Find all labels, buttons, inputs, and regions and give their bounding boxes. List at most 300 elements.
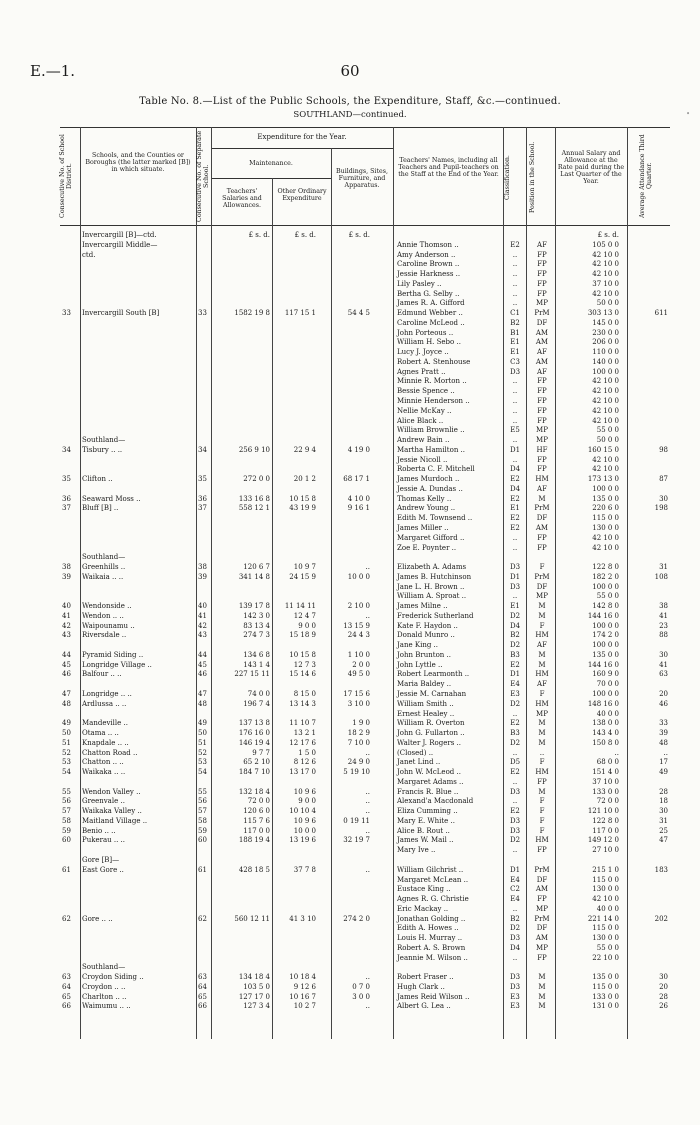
header-teachers: Teachers' Names, including all Teachers and Pupil-teachers on the Staff at the End of the Year. [398, 157, 499, 179]
position: FP [537, 416, 547, 425]
teacher-name: James R. A. Gifford [397, 299, 465, 308]
table-row [0, 514, 700, 524]
position: DF [536, 514, 548, 523]
annual-salary: 42 10 0 [592, 543, 619, 552]
school-name: Wendon Valley .. [82, 787, 141, 796]
position: FP [537, 279, 547, 288]
teacher-name: (Closed) .. [397, 748, 434, 757]
position: FP [537, 455, 547, 464]
classification: E2 [510, 768, 520, 777]
classification: .. [512, 436, 518, 445]
annual-salary: 151 4 0 [592, 768, 619, 777]
attendance: 23 [659, 621, 668, 630]
school-name: Wendonside .. [82, 602, 132, 611]
school-name: Longridge Village .. [82, 660, 152, 669]
table-row [0, 338, 700, 348]
classification: D3 [509, 982, 521, 991]
annual-salary: 206 0 0 [592, 338, 619, 347]
attendance: 39 [659, 729, 668, 738]
table-row [0, 651, 700, 661]
teacher-name: Mary E. White .. [397, 816, 455, 825]
teacher-name: Jessie M. Carnahan [397, 689, 467, 698]
separate-no: 59 [198, 826, 207, 835]
buildings: 3 0 0 [352, 992, 370, 1001]
teacher-name: Hugh Clark .. [397, 982, 445, 991]
separate-no: 64 [198, 982, 207, 991]
buildings: .. [365, 787, 370, 796]
teacher-name: Margaret Adams .. [397, 777, 464, 786]
annual-salary: 37 10 0 [592, 279, 619, 288]
salaries: 133 16 8 [238, 494, 270, 503]
attendance: 38 [659, 602, 668, 611]
other-expenditure: 15 18 9 [289, 631, 316, 640]
teacher-name: Albert G. Lea .. [397, 1002, 451, 1011]
classification: E2 [510, 719, 520, 728]
table-row [0, 504, 700, 514]
position: PrM [534, 914, 550, 923]
teacher-name: William Smith .. [397, 699, 454, 708]
teacher-name: Elizabeth A. Adams [397, 563, 467, 572]
position: M [538, 650, 546, 659]
position: MP [536, 592, 548, 601]
table-row [0, 358, 700, 368]
salaries: 227 15 11 [234, 670, 270, 679]
table-row [0, 846, 700, 856]
teacher-name: Nellie McKay .. [397, 406, 452, 415]
classification: .. [512, 904, 518, 913]
annual-salary: 40 0 0 [596, 709, 619, 718]
classification: .. [512, 397, 518, 406]
annual-salary: 70 0 0 [596, 680, 619, 689]
table-subtitle: SOUTHLAND—continued. [293, 110, 407, 120]
district-no: 50 [62, 729, 71, 738]
position: HM [535, 768, 549, 777]
attendance: 49 [659, 768, 668, 777]
buildings: 2 0 0 [352, 660, 370, 669]
district-no: 51 [62, 738, 71, 747]
separate-no: 56 [198, 797, 207, 806]
annual-salary: 144 16 0 [587, 660, 619, 669]
annual-salary: 100 0 0 [592, 582, 619, 591]
salaries: 117 0 0 [243, 826, 270, 835]
annual-salary: 144 16 0 [587, 611, 619, 620]
classification: D3 [509, 563, 521, 572]
table-row [0, 1002, 700, 1012]
teacher-name: John Lyttle .. [397, 660, 443, 669]
table-row [0, 573, 700, 583]
table-row [0, 993, 700, 1003]
classification: .. [512, 250, 518, 259]
table-row [0, 387, 700, 397]
other-expenditure: 10 18 4 [289, 973, 316, 982]
annual-salary: 42 10 0 [592, 260, 619, 269]
classification: D2 [509, 699, 521, 708]
classification: E2 [510, 240, 520, 249]
table-row [0, 856, 700, 866]
table-row [0, 260, 700, 270]
position: FP [537, 533, 547, 542]
header-buildings: Buildings, Sites, Furniture, and Apparatus. [336, 168, 388, 190]
salaries: 120 6 0 [243, 807, 270, 816]
buildings: 1 9 0 [352, 719, 370, 728]
position: AF [537, 484, 547, 493]
other-expenditure: 10 9 6 [293, 787, 316, 796]
annual-salary: 115 0 0 [592, 982, 619, 991]
position: PrM [534, 572, 550, 581]
maintenance-rule [211, 178, 331, 179]
position: HM [535, 475, 549, 484]
buildings: 49 5 0 [347, 670, 370, 679]
annual-salary: 138 0 0 [592, 719, 619, 728]
classification: .. [512, 260, 518, 269]
other-expenditure: 12 17 6 [289, 738, 316, 747]
table-row [0, 397, 700, 407]
school-name: Waimumu .. .. [82, 1002, 131, 1011]
annual-salary: 55 0 0 [596, 943, 619, 952]
other-expenditure: 10 16 7 [289, 992, 316, 1001]
teacher-name: Margaret McLean .. [397, 875, 469, 884]
teacher-name: Margaret Gifford .. [397, 533, 465, 542]
attendance: 28 [659, 992, 668, 1001]
classification: .. [512, 592, 518, 601]
table-row [0, 475, 700, 485]
annual-salary: 215 1 0 [592, 865, 619, 874]
annual-salary: 230 0 0 [592, 328, 619, 337]
position: FP [537, 270, 547, 279]
attendance: 611 [654, 309, 668, 318]
teacher-name: Alice B. Rout .. [397, 826, 450, 835]
attendance: 31 [659, 816, 668, 825]
annual-salary: 117 0 0 [592, 826, 619, 835]
position: HM [535, 699, 549, 708]
teacher-name: Lucy J. Joyce .. [397, 348, 449, 357]
district-no: 40 [62, 602, 71, 611]
separate-no: 40 [198, 602, 207, 611]
classification: D3 [509, 816, 521, 825]
annual-salary: 100 0 0 [592, 621, 619, 630]
district-no: 49 [62, 719, 71, 728]
table-row [0, 592, 700, 602]
buildings: 17 15 6 [343, 689, 370, 698]
other-expenditure: 9 0 0 [298, 621, 316, 630]
classification: B3 [510, 650, 520, 659]
position: PrM [534, 865, 550, 874]
annual-salary: 42 10 0 [592, 289, 619, 298]
separate-no: 54 [198, 768, 207, 777]
attendance: 20 [659, 689, 668, 698]
teacher-name: Jeannie M. Wilson .. [397, 953, 468, 962]
annual-salary: 133 0 0 [592, 787, 619, 796]
table-row [0, 485, 700, 495]
table-row [0, 553, 700, 563]
teacher-name: Bessie Spence .. [397, 387, 455, 396]
buildings: 32 19 7 [343, 836, 370, 845]
position: M [538, 494, 546, 503]
table-body [0, 231, 700, 1012]
salaries: 272 0 0 [243, 475, 270, 484]
teacher-name: Edith M. Townsend .. [397, 514, 473, 523]
buildings: 4 19 0 [347, 445, 370, 454]
salaries: 120 6 7 [243, 563, 270, 572]
salaries: 143 1 4 [243, 660, 270, 669]
annual-salary: 220 6 0 [592, 504, 619, 513]
classification: E1 [510, 348, 520, 357]
separate-no: 58 [198, 816, 207, 825]
separate-no: 34 [198, 445, 207, 454]
classification: E4 [510, 895, 520, 904]
other-expenditure: 10 0 0 [293, 826, 316, 835]
position: M [538, 787, 546, 796]
other-expenditure: 41 3 10 [289, 914, 316, 923]
position: M [538, 611, 546, 620]
school-name: Waikaia .. .. [82, 572, 124, 581]
position: MP [536, 709, 548, 718]
salaries: 196 7 4 [243, 699, 270, 708]
district-no: 43 [62, 631, 71, 640]
position: F [539, 797, 545, 806]
expenditure-rule [211, 148, 393, 149]
separate-no: 53 [198, 758, 207, 767]
table-row [0, 944, 700, 954]
annual-salary: 221 14 0 [587, 914, 619, 923]
buildings: .. [365, 797, 370, 806]
table-row [0, 954, 700, 964]
salaries: 134 18 4 [238, 973, 270, 982]
teacher-name: William A. Sproat .. [397, 592, 467, 601]
teacher-name: Robert Learmonth .. [397, 670, 470, 679]
table-row [0, 915, 700, 925]
teacher-name: William Gilchrist .. [397, 865, 464, 874]
classification: D3 [509, 934, 521, 943]
position: AF [537, 367, 547, 376]
separate-no: 44 [198, 650, 207, 659]
classification: E2 [510, 475, 520, 484]
classification: D4 [509, 465, 521, 474]
separate-no: 49 [198, 719, 207, 728]
teacher-name: Robert A. S. Brown [397, 943, 466, 952]
other-expenditure: 10 10 4 [289, 807, 316, 816]
annual-salary: 42 10 0 [592, 895, 619, 904]
table-row [0, 417, 700, 427]
table-row [0, 876, 700, 886]
position: DF [536, 875, 548, 884]
classification: .. [512, 543, 518, 552]
other-expenditure: 12 4 7 [293, 611, 316, 620]
teacher-name: James B. Hutchinson [397, 572, 472, 581]
separate-no: 48 [198, 699, 207, 708]
teacher-name: William R. Overton [397, 719, 465, 728]
salaries: 65 2 10 [243, 758, 270, 767]
teacher-name: James Milne .. [397, 602, 448, 611]
annual-salary: 42 10 0 [592, 465, 619, 474]
header-attendance: Average Attendance Third Quarter. [639, 134, 653, 218]
position: F [539, 689, 545, 698]
classification: E3 [510, 992, 520, 1001]
position: M [538, 982, 546, 991]
classification: D3 [509, 582, 521, 591]
table-row [0, 661, 700, 671]
table-row [0, 348, 700, 358]
district-no: 34 [62, 445, 71, 454]
position: FP [537, 387, 547, 396]
annual-salary: 148 16 0 [587, 699, 619, 708]
other-expenditure: 10 15 8 [289, 650, 316, 659]
annual-salary: 115 0 0 [592, 875, 619, 884]
attendance: 30 [659, 973, 668, 982]
position: FP [537, 397, 547, 406]
separate-no: 42 [198, 621, 207, 630]
position: DF [536, 924, 548, 933]
classification: .. [512, 406, 518, 415]
header-top-rule [60, 127, 670, 128]
school-name: Southland— [82, 553, 126, 562]
salaries: 274 7 3 [243, 631, 270, 640]
teacher-name: Jessie Nicoll .. [397, 455, 448, 464]
annual-salary: 135 0 0 [592, 973, 619, 982]
classification: D4 [509, 621, 521, 630]
header-expenditure: Expenditure for the Year. [257, 133, 347, 141]
table-row [0, 963, 700, 973]
salaries: 184 7 10 [238, 768, 270, 777]
attendance: .. [663, 748, 668, 757]
classification: D4 [509, 484, 521, 493]
annual-salary: 160 9 0 [592, 670, 619, 679]
school-name: Waipounamu .. [82, 621, 135, 630]
teacher-name: Zoe E. Poynter .. [397, 543, 457, 552]
position: F [539, 807, 545, 816]
header-annual: Annual Salary and Allowance at the Rate paid during the Last Quarter of the Year. [557, 150, 625, 186]
classification: E1 [510, 338, 520, 347]
teacher-name: Andrew Bain .. [397, 436, 450, 445]
teacher-name: Janet Lind .. [397, 758, 441, 767]
teacher-name: James W. Mail .. [397, 836, 454, 845]
position: M [538, 973, 546, 982]
district-no: 63 [62, 973, 71, 982]
school-name: Greenvale .. [82, 797, 125, 806]
header-schools: Schools, and the Counties or Boroughs (the latter marked [B]) in which situate. [85, 152, 191, 174]
table-row [0, 602, 700, 612]
school-name: Benio .. .. [82, 826, 116, 835]
buildings: 7 10 0 [347, 738, 370, 747]
salaries: 558 12 1 [238, 504, 270, 513]
school-name: Greenhills .. [82, 563, 126, 572]
school-name: Maitland Village .. [82, 816, 148, 825]
classification: E5 [510, 426, 520, 435]
separate-no: 38 [198, 563, 207, 572]
other-expenditure: 117 15 1 [284, 309, 316, 318]
buildings: 18 2 9 [347, 729, 370, 738]
table-row [0, 797, 700, 807]
position: FP [537, 250, 547, 259]
table-row [0, 446, 700, 456]
table-row [0, 290, 700, 300]
annual-salary: 133 0 0 [592, 992, 619, 1001]
school-name: Chatton .. .. [82, 758, 124, 767]
district-no: 47 [62, 689, 71, 698]
school-name: Wendon .. .. [82, 611, 124, 620]
teacher-name: Maria Baldey .. [397, 680, 452, 689]
separate-no: 39 [198, 572, 207, 581]
district-no: 38 [62, 563, 71, 572]
header-separate-no: Consecutive No. of Separate School. [196, 130, 210, 222]
annual-salary: 42 10 0 [592, 406, 619, 415]
separate-no: 35 [198, 475, 207, 484]
separate-no: 61 [198, 865, 207, 874]
table-row [0, 758, 700, 768]
district-no: 64 [62, 982, 71, 991]
classification: .. [512, 455, 518, 464]
classification: D3 [509, 367, 521, 376]
annual-salary: 42 10 0 [592, 377, 619, 386]
teacher-name: Edmund Webber .. [397, 309, 463, 318]
district-no: 37 [62, 504, 71, 513]
other-expenditure: 10 9 7 [293, 563, 316, 572]
table-row [0, 690, 700, 700]
other-expenditure: 13 14 3 [289, 699, 316, 708]
salaries: 256 9 10 [238, 445, 270, 454]
classification: .. [512, 846, 518, 855]
position: M [538, 729, 546, 738]
attendance: 88 [659, 631, 668, 640]
classification: .. [512, 953, 518, 962]
other-expenditure: £ s. d. [294, 231, 316, 239]
separate-no: 43 [198, 631, 207, 640]
teacher-name: John G. Fullarton .. [397, 729, 465, 738]
salaries: 428 18 5 [238, 865, 270, 874]
school-name: Invercargill Middle— [82, 240, 158, 249]
teacher-name: James Murdoch .. [397, 475, 460, 484]
district-no: 58 [62, 816, 71, 825]
teacher-name: Caroline McLeod .. [397, 318, 465, 327]
teacher-name: Jane King .. [397, 641, 438, 650]
salaries: 137 13 8 [238, 719, 270, 728]
teacher-name: Kate F. Haydon .. [397, 621, 458, 630]
position: AM [535, 357, 549, 366]
buildings: 2 10 0 [347, 602, 370, 611]
buildings: 24 4 3 [347, 631, 370, 640]
attendance: 47 [659, 836, 668, 845]
other-expenditure: 43 19 9 [289, 504, 316, 513]
district-no: 55 [62, 787, 71, 796]
separate-no: 36 [198, 494, 207, 503]
teacher-name: Alexand'a Macdonald [397, 797, 474, 806]
attendance: 30 [659, 494, 668, 503]
district-no: 61 [62, 865, 71, 874]
annual-salary: 42 10 0 [592, 250, 619, 259]
position: F [539, 563, 545, 572]
district-no: 54 [62, 768, 71, 777]
salaries: 341 14 8 [238, 572, 270, 581]
table-row [0, 631, 700, 641]
annual-salary: 42 10 0 [592, 397, 619, 406]
annual-salary: £ s. d. [597, 231, 619, 239]
annual-salary: 115 0 0 [592, 514, 619, 523]
separate-no: 55 [198, 787, 207, 796]
classification: .. [512, 299, 518, 308]
buildings: .. [365, 563, 370, 572]
teacher-name: James Miller .. [397, 523, 449, 532]
position: FP [537, 777, 547, 786]
table-row [0, 641, 700, 651]
attendance: 48 [659, 738, 668, 747]
annual-salary: 105 0 0 [592, 240, 619, 249]
annual-salary: 100 0 0 [592, 484, 619, 493]
annual-salary: 122 8 0 [592, 816, 619, 825]
table-row [0, 368, 700, 378]
salaries: 142 3 0 [243, 611, 270, 620]
position: HF [536, 445, 548, 454]
table-row [0, 670, 700, 680]
